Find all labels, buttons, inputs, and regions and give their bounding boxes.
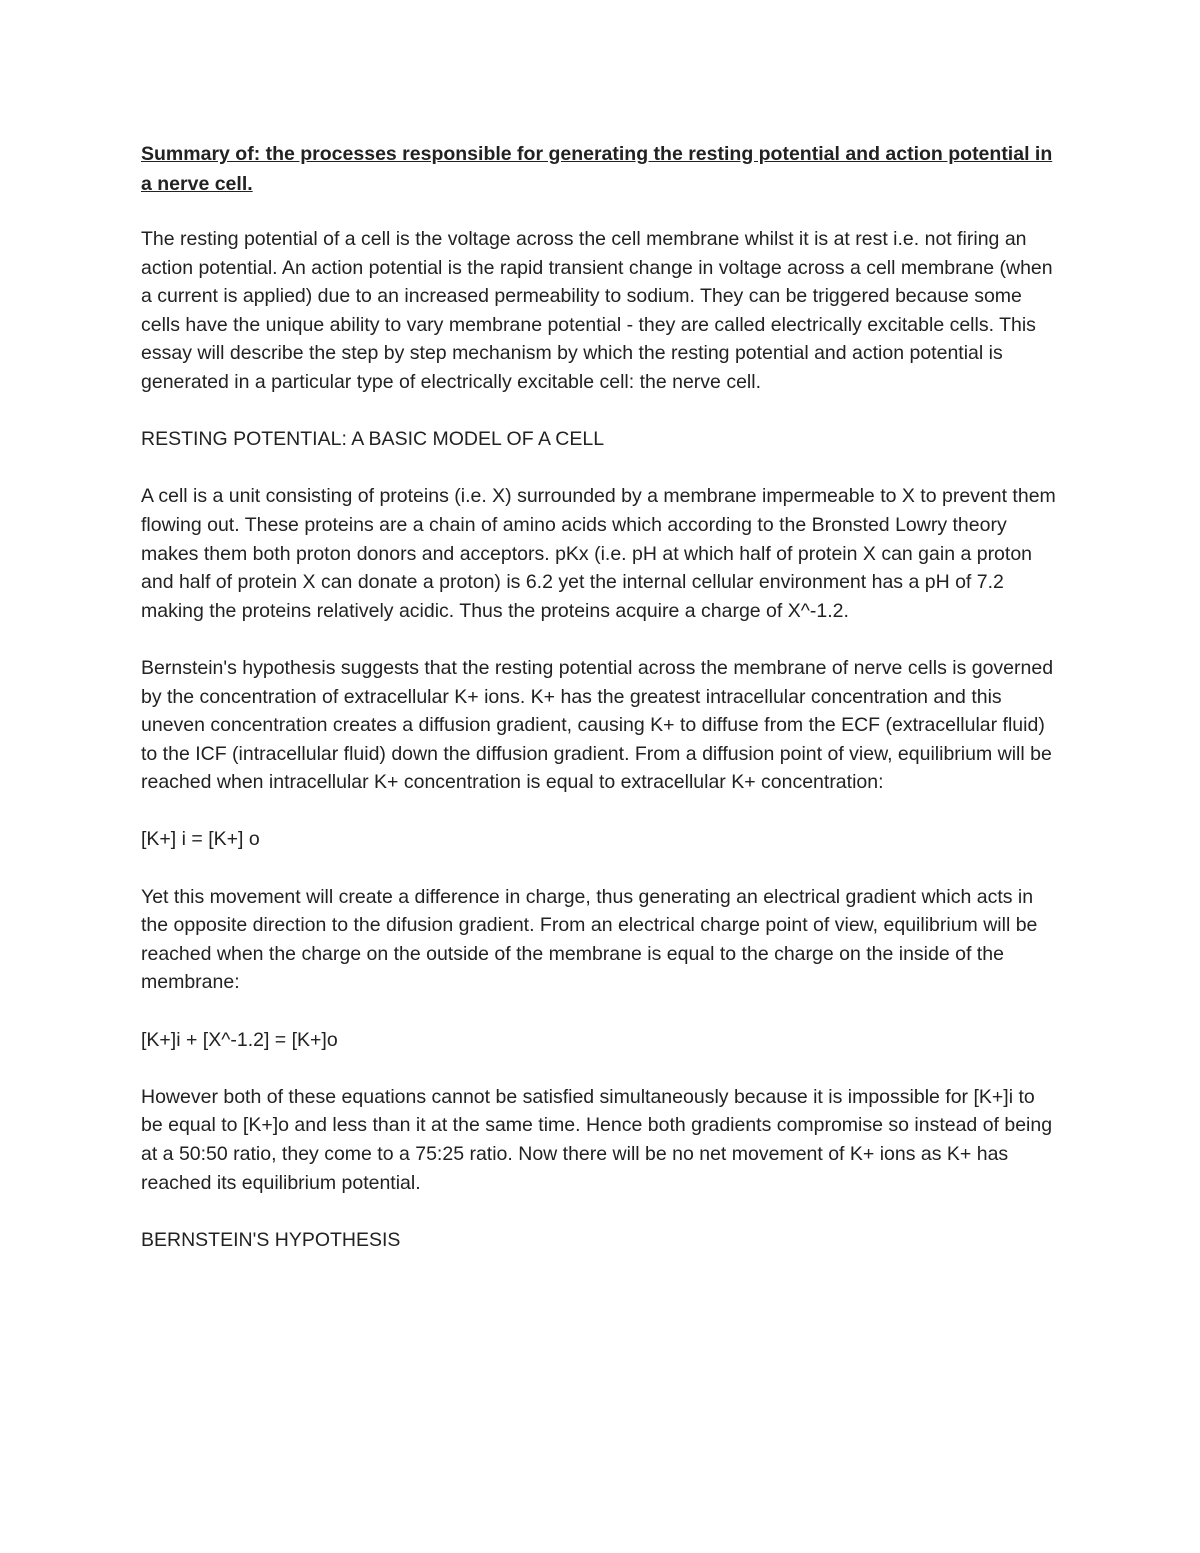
section-heading-bernstein: BERNSTEIN'S HYPOTHESIS xyxy=(141,1228,401,1251)
equation-charge-equilibrium: [K+]i + [X^-1.2] = [K+]o xyxy=(141,1028,338,1051)
paragraph-bernstein: Bernstein's hypothesis suggests that the resting potential across the membrane of nerve cells is governed by the concentration of extracellular K+ ions. K+ has the greatest intracellular concentration and this uneven concentration creates a diffusion gradient, causing K+ to diffuse from the ECF (extracellular fluid) to the ICF (intracellular fluid) down the diffusion gradient. From a diffusion point of view, equilibrium will be reached when intracellular K+ concentration is equal to extracellular K+ concentration: xyxy=(141,656,1054,794)
document-page xyxy=(141,139,1061,1283)
paragraph-cell-model: A cell is a unit consisting of proteins (i.e. X) surrounded by a membrane impermeable to X to prevent them flowing out. These proteins are a chain of amino acids which according to the Bronsted Lowry theory makes them both proton donors and acceptors. pKx (i.e. pH at which half of protein X can gain a proton and half of protein X can donate a proton) is 6.2 yet the internal cellular environment has a pH of 7.2 making the proteins relatively acidic. Thus the proteins acquire a charge of X^-1.2. xyxy=(141,485,1056,622)
paragraph-compromise: However both of these equations cannot be satisfied simultaneously because it is impossible for [K+]i to be equal to [K+]o and less than it at the same time. Hence both gradients compromise so instead of being at a 50:50 ratio, they come to a 75:25 ratio. Now there will be no net movement of K+ ions as K+ has reached its equilibrium potential. xyxy=(141,1085,1053,1194)
paragraph-electrical-gradient: Yet this movement will create a difference in charge, thus generating an electrical gradient which acts in the opposite direction to the difusion gradient. From an electrical charge point of view, equilibrium will be reached when the charge on the outside of the membrane is equal to the charge on the inside of the membrane: xyxy=(141,885,1038,994)
document-title: Summary of: the processes responsible for generating the resting potential and action potential in a nerve cell. xyxy=(141,143,1053,195)
paragraph-intro: The resting potential of a cell is the voltage across the cell membrane whilst it is at rest i.e. not firing an action potential. An action potential is the rapid transient change in voltage across a cell membrane (when a current is applied) due to an increased permeability to sodium. They can be triggered because some cells have the unique ability to vary membrane potential - they are called electrically excitable cells. This essay will describe the step by step mechanism by which the resting potential and action potential is generated in a particular type of electrically excitable cell: the nerve cell. xyxy=(141,228,1053,393)
section-heading-resting-potential: RESTING POTENTIAL: A BASIC MODEL OF A CELL xyxy=(141,428,605,451)
equation-diffusion-equilibrium: [K+] i = [K+] o xyxy=(141,828,260,851)
